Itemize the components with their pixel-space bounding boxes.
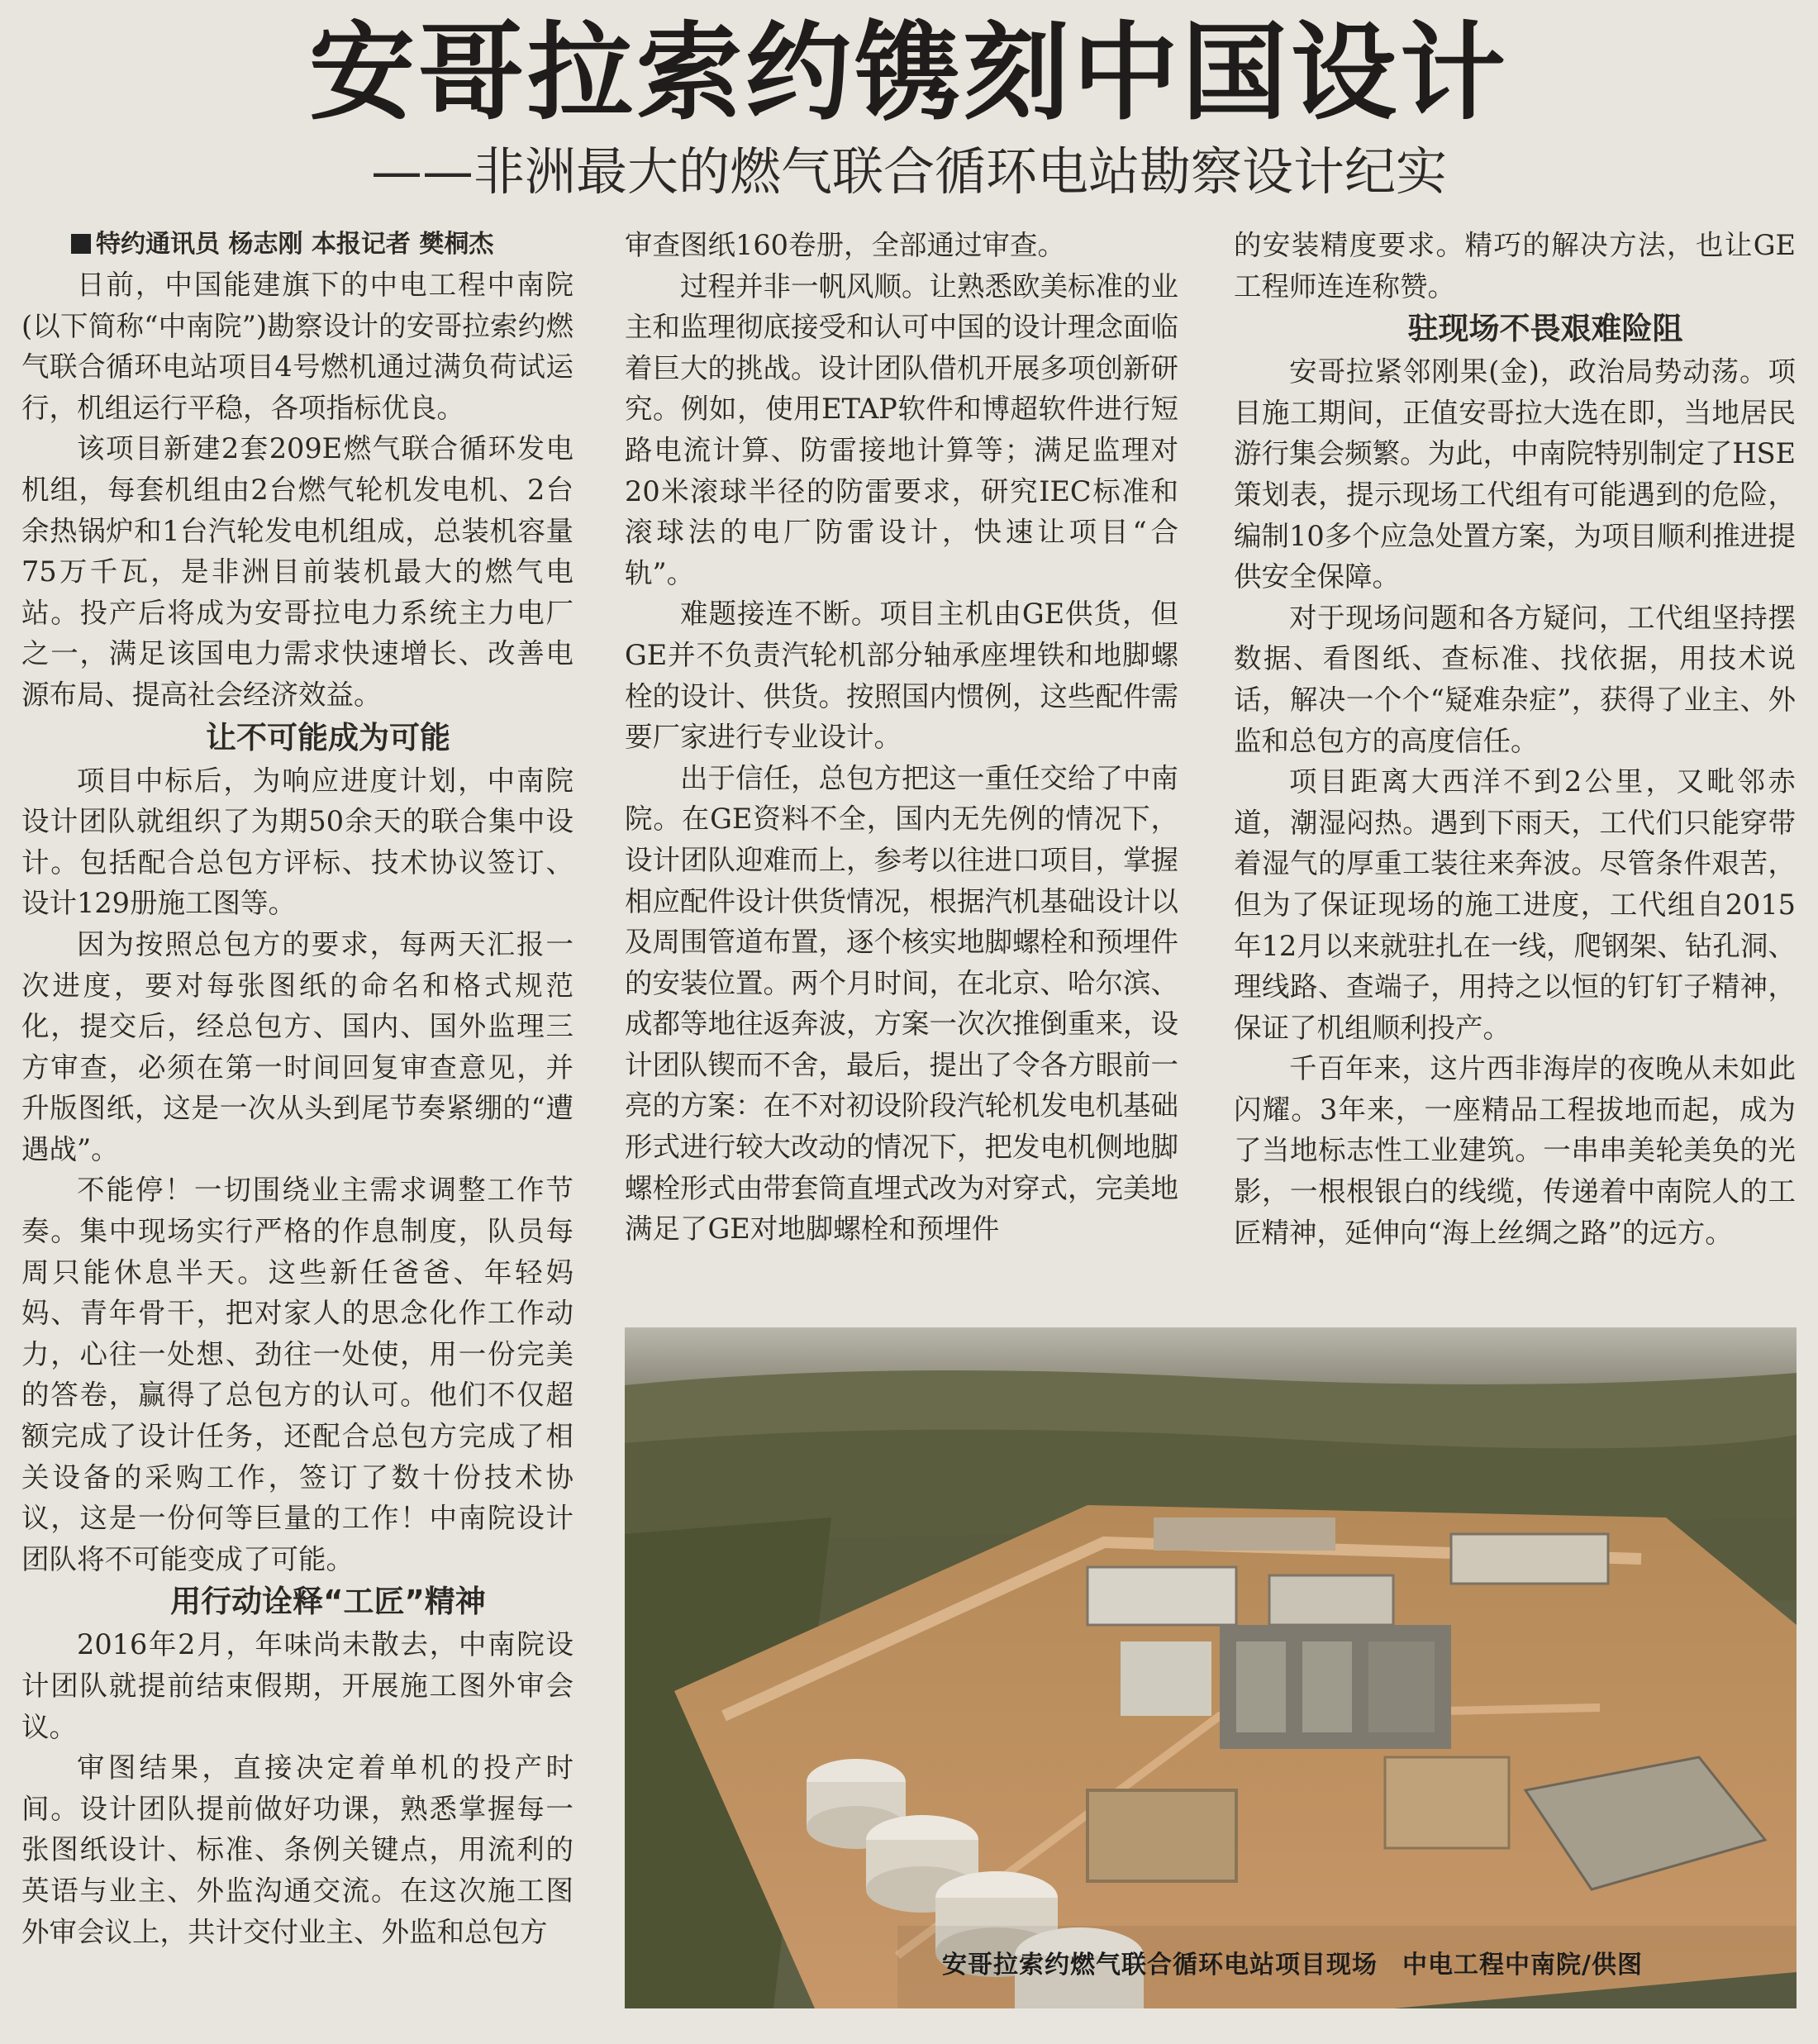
paragraph: 难题接连不断。项目主机由GE供货，但GE并不负责汽轮机部分轴承座埋铁和地脚螺栓的设计、供货。按照国内惯例，这些配件需要厂家进行专业设计。 <box>625 598 1178 754</box>
photo-illustration <box>625 1327 1797 2008</box>
subheadline: ——非洲最大的燃气联合循环电站勘察设计纪实 <box>370 141 1447 202</box>
paragraph: 安哥拉紧邻刚果(金)，政治局势动荡。项目施工期间，正值安哥拉大选在即，当地居民游行集会频繁。为此，中南院特别制定了HSE策划表，提示现场工代组有可能遇到的危险，编制10多个应急处置方案，为项目顺利推进提供安全保障。 <box>1234 355 1796 593</box>
byline <box>21 225 573 264</box>
power-plant-aerial-photo <box>625 1327 1797 2008</box>
paragraph: 项目距离大西洋不到2公里，又毗邻赤道，潮湿闷热。遇到下雨天，工代们只能穿带着湿气的厚重工装往来奔波。尽管条件艰苦，但为了保证现场的施工进度，工代组自2015年12月以来就驻扎在一线，爬钢架、钻孔洞、理线路、查端子，用持之以恒的钉钉子精神，保证了机组顺利投产。 <box>1234 765 1796 1044</box>
section-heading: 驻现场不畏艰难险阻 <box>1407 311 1683 347</box>
paragraph: 日前，中国能建旗下的中电工程中南院(以下简称“中南院”)勘察设计的安哥拉索约燃气联合循环电站项目4号燃机通过满负荷试运行，机组运行平稳，各项指标优良。 <box>21 269 573 424</box>
paragraph: 因为按照总包方的要求，每两天汇报一次进度，要对每张图纸的命名和格式规范化，提交后，经总包方、国内、国外监理三方审查，必须在第一时间回复审查意见，并升版图纸，这是一次从头到尾节奏紧绷的“遭遇战”。 <box>21 927 573 1165</box>
paragraph: 该项目新建2套209E燃气联合循环发电机组，每套机组由2台燃气轮机发电机、2台余热锅炉和1台汽轮发电机组成，总装机容量75万千瓦，是非洲目前装机最大的燃气电站。投产后将成为安哥拉电力系统主力电厂之一，满足该国电力需求快速增长、改善电源布局、提高社会经济效益。 <box>21 432 573 711</box>
section-heading: 让不可能成为可能 <box>206 719 450 755</box>
paragraph: 审图结果，直接决定着单机的投产时间。设计团队提前做好功课，熟悉掌握每一张图纸设计、标准、条例关键点，用流利的英语与业主、外监沟通交流。在这次施工图外审会议上，共计交付业主、外监和总包方 <box>21 1751 573 1948</box>
paragraph: 过程并非一帆风顺。让熟悉欧美标准的业主和监理彻底接受和认可中国的设计理念面临着巨大的挑战。设计团队借机开展多项创新研究。例如，使用ETAP软件和博超软件进行短路电流计算、防雷接地计算等；满足监理对20米滚球半径的防雷要求，研究IEC标准和滚球法的电厂防雷设计，快速让项目“合轨”。 <box>625 269 1178 589</box>
photo-credit: 中电工程中南院/供图 <box>1402 1951 1643 1980</box>
photo-caption <box>942 1949 1643 1982</box>
headline: 安哥拉索约镌刻中国设计 <box>308 12 1509 135</box>
column-1 <box>21 225 573 1952</box>
column-2 <box>625 225 1178 1250</box>
column-3 <box>1234 225 1796 1253</box>
paragraph: 出于信任，总包方把这一重任交给了中南院。在GE资料不全，国内无先例的情况下，设计团队迎难而上，参考以往进口项目，掌握相应配件设计供货情况，根据汽机基础设计以及周围管道布置，逐个核实地脚螺栓和预埋件的安装位置。两个月时间，在北京、哈尔滨、成都等地往返奔波，方案一次次推倒重来，设计团队锲而不舍，最后，提出了令各方眼前一亮的方案：在不对初设阶段汽轮机发电机基础形式进行较大改动的情况下，把发电机侧地脚螺栓形式由带套筒直埋式改为对穿式，完美地满足了GE对地脚螺栓和预埋件 <box>625 761 1178 1246</box>
paragraph: 2016年2月，年味尚未散去，中南院设计团队就提前结束假期，开展施工图外审会议。 <box>21 1628 573 1743</box>
byline-text: 特约通讯员 杨志刚 本报记者 樊桐杰 <box>96 230 494 259</box>
paragraph: 对于现场问题和各方疑问，工代组坚持摆数据、看图纸、查标准、找依据，用技术说话，解决一个个“疑难杂症”，获得了业主、外监和总包方的高度信任。 <box>1234 601 1796 757</box>
paragraph: 千百年来，这片西非海岸的夜晚从未如此闪耀。3年来，一座精品工程拔地而起，成为了当地标志性工业建筑。一串串美轮美奂的光影，一根根银白的线缆，传递着中南院人的工匠精神，延伸向“海上丝绸之路”的远方。 <box>1234 1052 1796 1249</box>
paragraph: 审查图纸160卷册，全部通过审查。 <box>625 229 1065 261</box>
photo-caption-text: 安哥拉索约燃气联合循环电站项目现场 <box>942 1951 1378 1980</box>
section-heading: 用行动诠释“工匠”精神 <box>170 1584 486 1620</box>
paragraph: 项目中标后，为响应进度计划，中南院设计团队就组织了为期50余天的联合集中设计。包括配合总包方评标、技术协议签订、设计129册施工图等。 <box>21 764 573 920</box>
paragraph: 不能停！一切围绕业主需求调整工作节奏。集中现场实行严格的作息制度，队员每周只能休息半天。这些新任爸爸、年轻妈妈、青年骨干，把对家人的思念化作工作动力，心往一处想、劲往一处使，用一份完美的答卷，赢得了总包方的认可。他们不仅超额完成了设计任务，还配合总包方完成了相关设备的采购工作，签订了数十份技术协议，这是一份何等巨量的工作！中南院设计团队将不可能变成了可能。 <box>21 1174 573 1575</box>
paragraph: 的安装精度要求。精巧的解决方法，也让GE工程师连连称赞。 <box>1234 229 1796 303</box>
bullet-square-icon <box>71 234 91 254</box>
